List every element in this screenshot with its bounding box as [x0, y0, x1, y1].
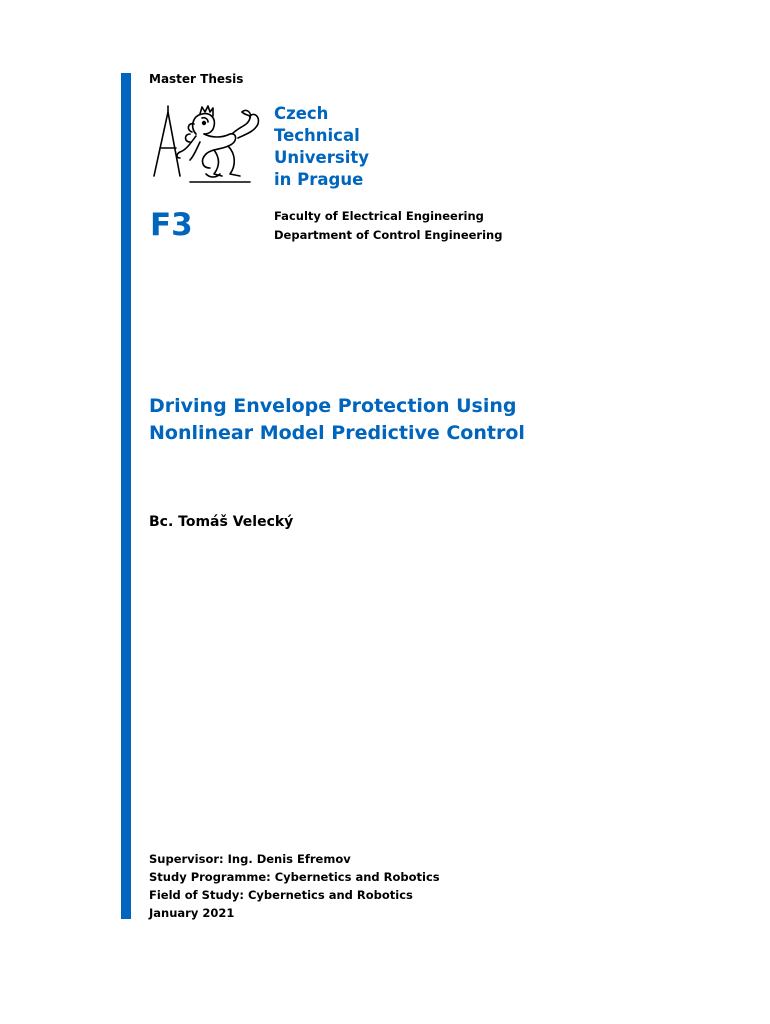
department-name: Department of Control Engineering: [274, 228, 503, 242]
author-name: Bc. Tomáš Velecký: [149, 514, 294, 530]
university-name: [274, 103, 369, 191]
ctu-lion-emblem-icon: [150, 104, 266, 188]
thesis-title: [149, 393, 525, 447]
university-line-3: University: [274, 148, 370, 167]
university-line-1: Czech: [274, 104, 329, 123]
supervisor-line: Supervisor: Ing. Denis Efremov: [149, 852, 351, 866]
accent-side-bar: [121, 73, 131, 919]
thesis-title-line-1: Driving Envelope Protection Using: [149, 395, 517, 417]
university-line-2: Technical: [274, 126, 360, 145]
thesis-title-line-2: Nonlinear Model Predictive Control: [149, 422, 525, 444]
date-line: January 2021: [149, 906, 235, 920]
study-programme-line: Study Programme: Cybernetics and Robotics: [149, 870, 440, 884]
field-of-study-line: Field of Study: Cybernetics and Robotics: [149, 888, 413, 902]
faculty-block: [274, 207, 502, 245]
document-type: Master Thesis: [149, 72, 244, 86]
faculty-code: F3: [150, 207, 193, 243]
university-line-4: in Prague: [274, 170, 364, 189]
faculty-name: Faculty of Electrical Engineering: [274, 209, 484, 223]
thesis-details: [149, 850, 440, 922]
